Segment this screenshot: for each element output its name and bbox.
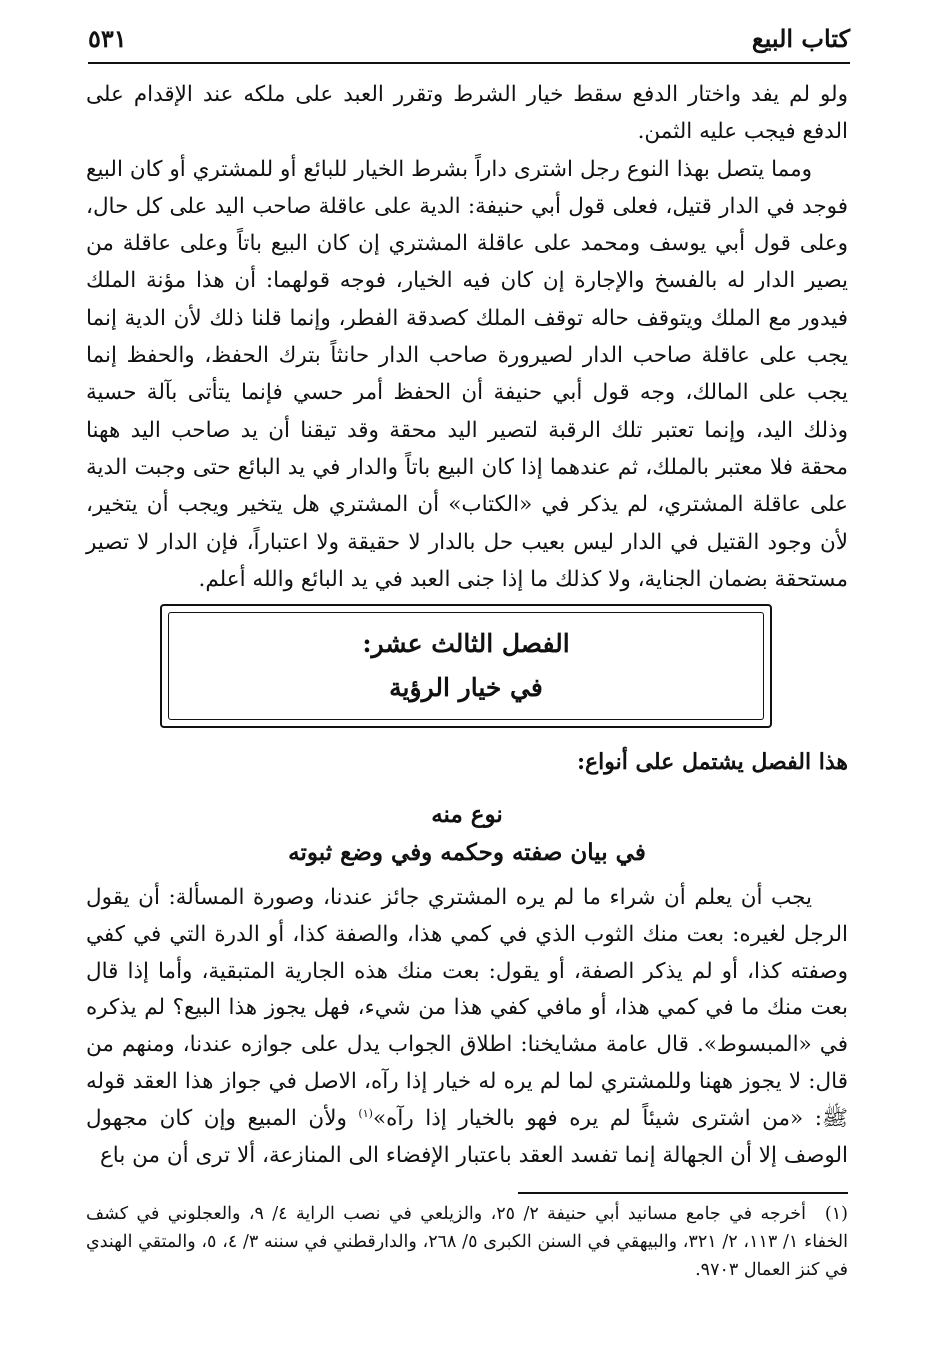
chapter-subtitle: في خيار الرؤية — [389, 673, 543, 702]
page-number: ٥٣١ — [88, 24, 127, 53]
footnote-separator — [518, 1192, 848, 1194]
chapter-title: الفصل الثالث عشر: — [362, 629, 570, 658]
footnote-reference[interactable]: (١) — [358, 1106, 373, 1120]
paragraph: ولو لم يفد واختار الدفع سقط خيار الشرط وتقرر العبد على ملكه عند الإقدام على الدفع فيجب عليه الثمن. — [86, 82, 848, 145]
section-subheading: في بيان صفته وحكمه وفي وضع ثبوته — [288, 839, 646, 866]
section-heading-block — [86, 796, 848, 872]
paragraph-text: يجب أن يعلم أن شراء ما لم يره المشتري جائز عندنا، وصورة المسألة: أن يقول الرجل لغيره: بعت منك الثوب الذي في كمي هذا، والصفة كذا، أو الدرة التي في كفي وصفته كذا، أو لم يذكر الصفة، أو يقول: بعت منك هذه الجارية المتبقية، وأما إذا قال بعت منك ما في كمي هذا، أو مافي كفي هذا من شيء، فهل يجوز هذا البيع؟ لم يذكره في «المبسوط». قال عامة مشايخنا: اطلاق الجواب يدل على جوازه عندنا، ومنهم من قال: لا يجوز ههنا وللمشتري لما لم يره له خيار إذا رآه، الاصل في جواز هذا العقد قوله ﷺ: «من اشترى شيئاً لم يره فهو بالخيار إذا رآه» — [86, 885, 848, 1131]
chapter-intro: هذا الفصل يشتمل على أنواع: — [576, 749, 848, 775]
section-text — [86, 880, 848, 1174]
footnote-number: (١) — [824, 1204, 848, 1224]
running-header — [88, 18, 850, 64]
footnote — [86, 1200, 848, 1284]
chapter-title-inner-frame — [168, 612, 764, 720]
section-heading: نوع منه — [431, 801, 503, 828]
chapter-title-box — [160, 604, 772, 728]
paragraph-text-continued: ولأن المبيع وإن كان مجهول الوصف إلا أن الجهالة إنما تفسد العقد باعتبار الإفضاء الى المنازعة، ألا ترى أن من باع — [86, 1105, 848, 1168]
main-text — [86, 76, 848, 598]
paragraph: ومما يتصل بهذا النوع رجل اشترى داراً بشرط الخيار للبائع أو للمشتري أو كان البيع فوجد في الدار قتيل، فعلى قول أبي حنيفة: الدية على عاقلة صاحب اليد على كل حال، وعلى قول أبي يوسف ومحمد على عاقلة المشتري إن كان البيع باتاً وعلى عاقلة من يصير الدار له بالفسخ والإجارة إن كان فيه الخيار، فوجه قولهما: أن هذا مؤنة الملك فيدور مع الملك ويتوقف حاله توقف الملك كصدقة الفطر، وإنما قلنا ذلك لأن الدية إنما يجب على عاقلة صاحب الدار لصيرورة صاحب الدار حانثاً بترك الحفظ، والحفظ إنما يجب على المالك، وجه قول أبي حنيفة أن الحفظ أمر حسي فإنما يتأتى بآلة حسية وذلك اليد، وإنما تعتبر تلك الرقبة لتصير اليد محقة وقد تيقنا أن يد صاحب اليد ههنا محقة فلا معتبر بالملك، ثم عندهما إذا كان البيع باتاً والدار في يد البائع حتى وجبت الدية على عاقلة المشتري، لم يذكر في «الكتاب» أن المشتري هل يتخير ويجب أن يتخير، لأن وجود القتيل في الدار ليس بعيب حل بالدار لا حقيقة ولا اعتباراً، فإن الدار لا تصير مستحقة بضمان الجناية، ولا كذلك ما إذا جنى العبد في يد البائع والله أعلم. — [86, 156, 848, 592]
paragraph — [86, 880, 848, 1174]
footnote-text: أخرجه في جامع مسانيد أبي حنيفة ٢/ ٢٥، والزيلعي في نصب الراية ٤/ ٩، والعجلوني في كشف الخفاء ١/ ١١٣، ٢/ ٣٢١، والبيهقي في السنن الكبرى ٥/ ٢٦٨، والدارقطني في سننه ٣/ ٤، ٥، والمتقي الهندي في كنز العمال ٩٧٠٣. — [86, 1204, 848, 1280]
book-title: كتاب البيع — [751, 24, 850, 53]
footnotes — [86, 1200, 848, 1284]
